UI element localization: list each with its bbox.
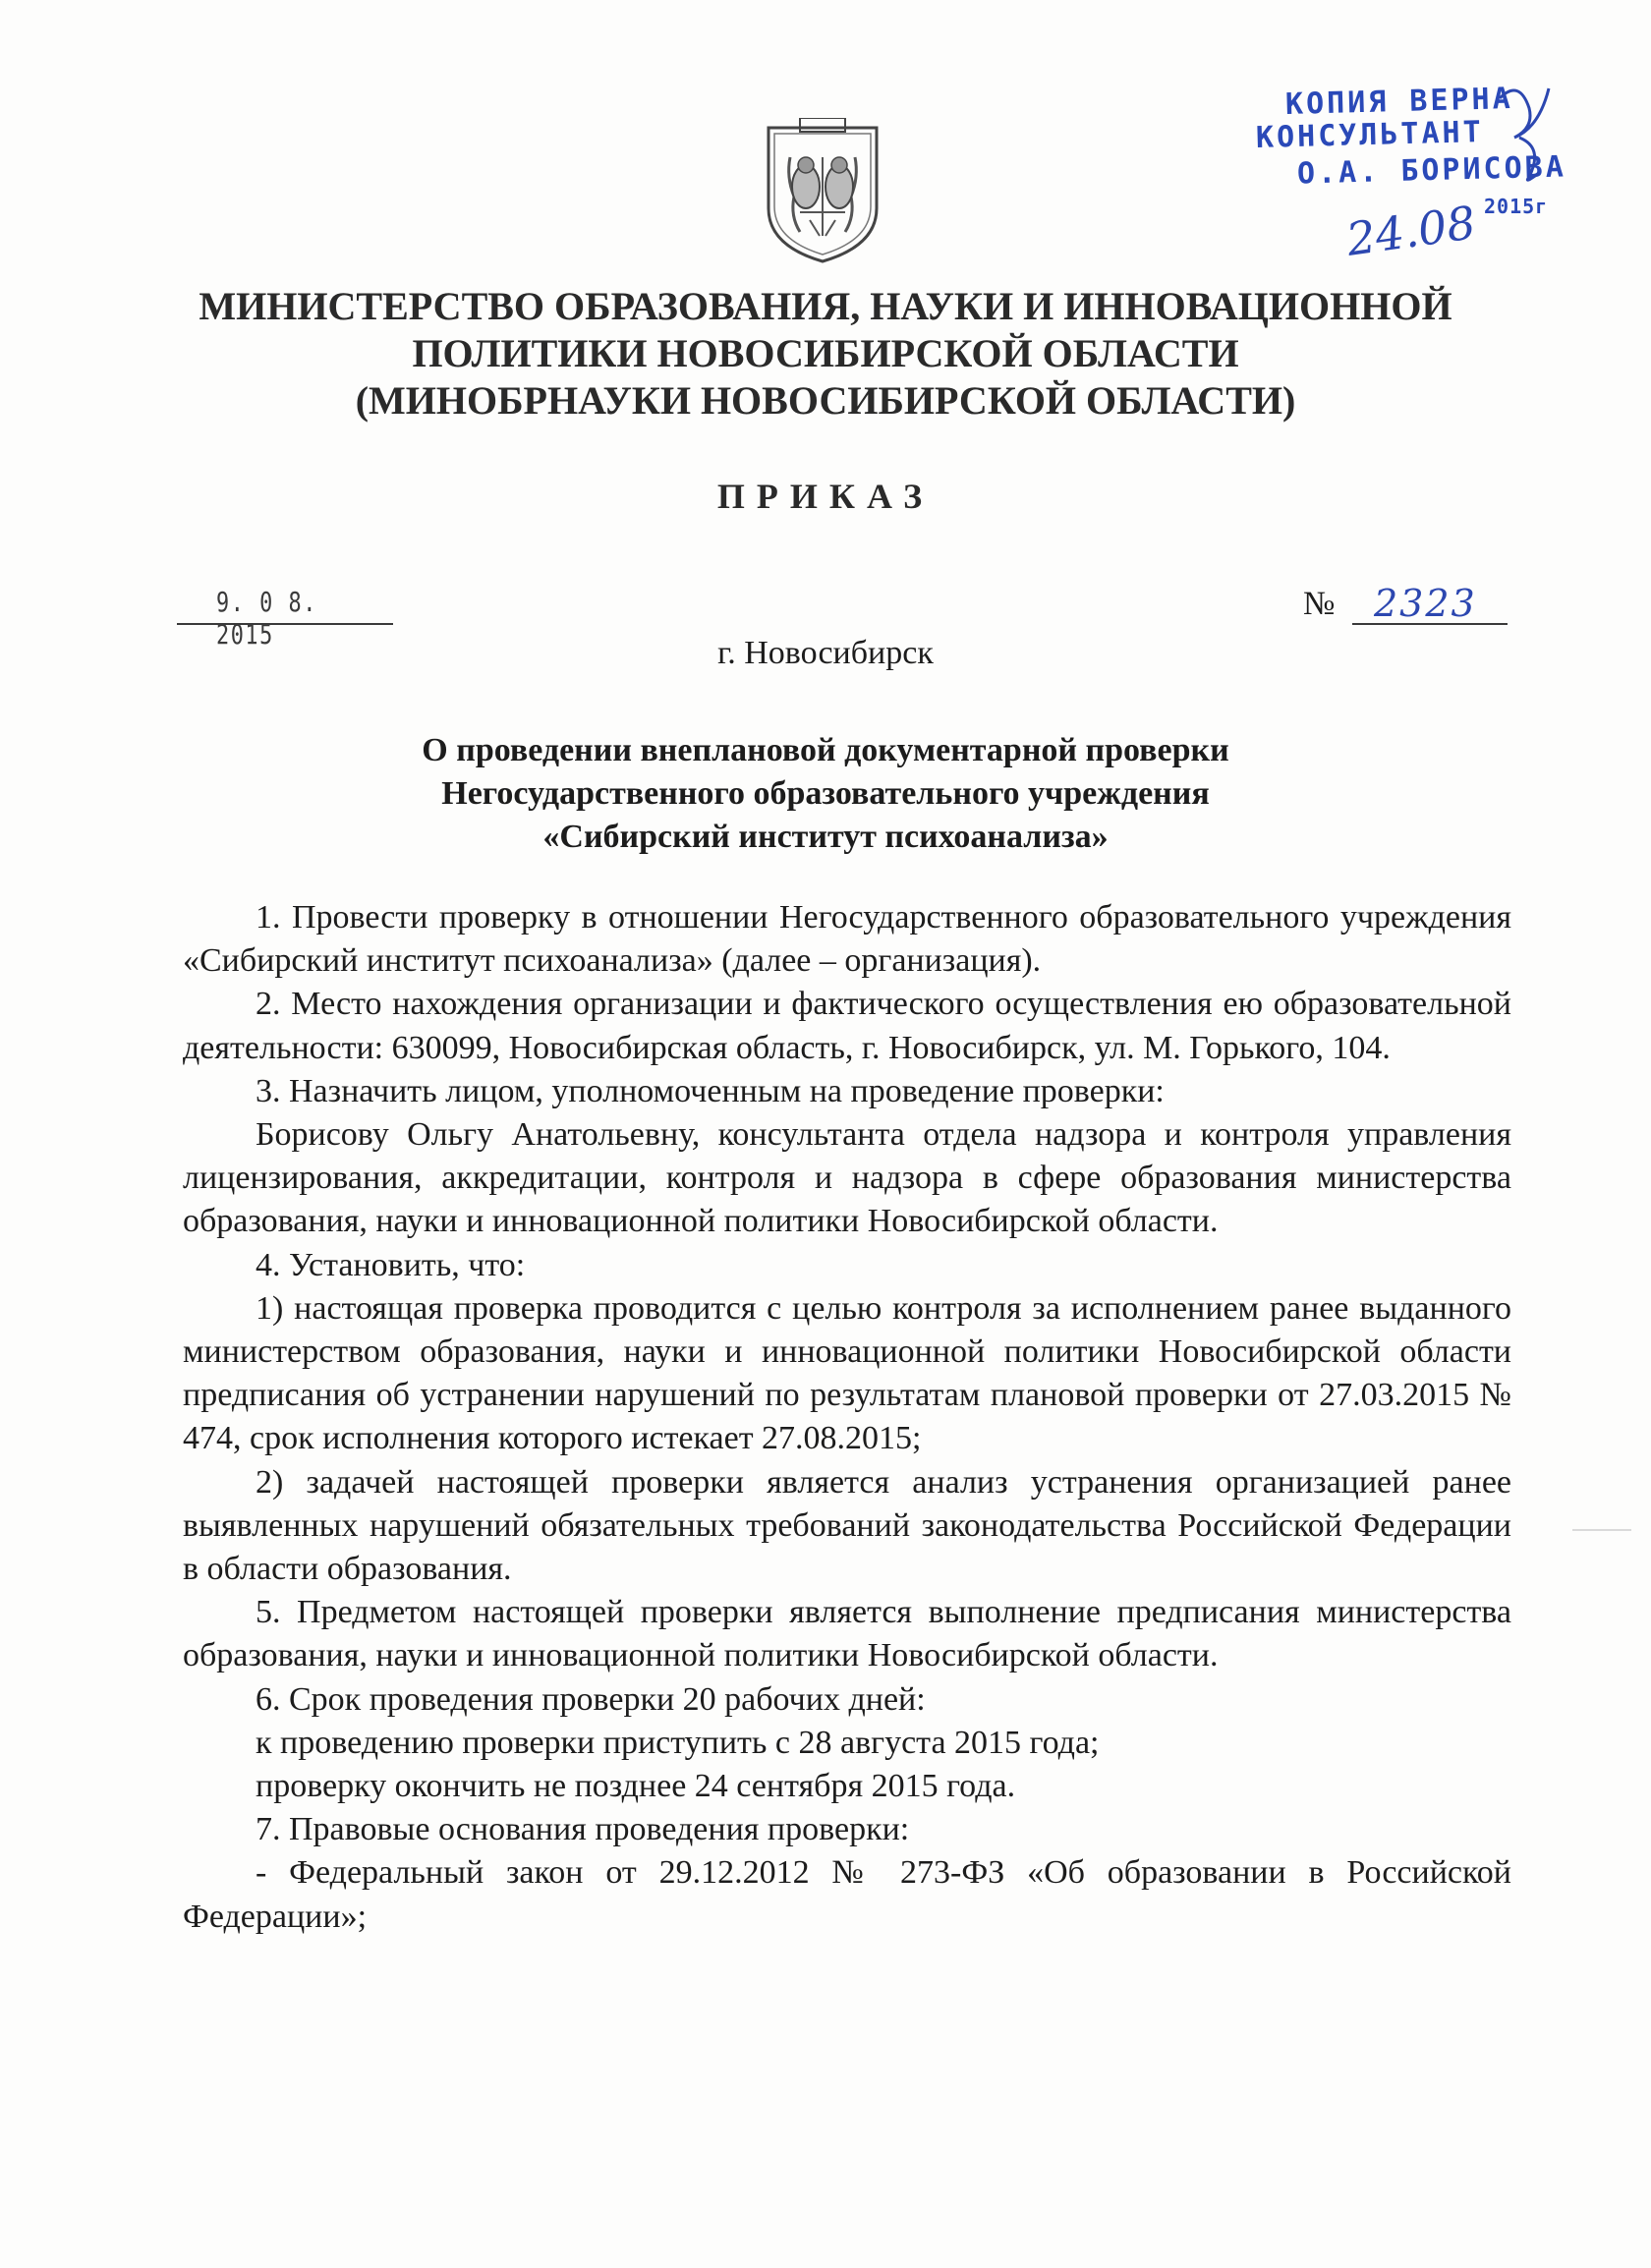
order-number: 2323	[1374, 582, 1477, 625]
paragraph-4-1: 1) настоящая проверка проводится с целью контроля за исполнением ранее выданного министерством образования, науки и инновационной политики Новосибирской области предписания об устранении нарушений по результатам плановой проверки от 27.03.2015 № 474, срок исполнения которого истекает 27.08.2015;	[183, 1289, 1511, 1457]
order-body	[183, 896, 1511, 1939]
paragraph-6-end: проверку окончить не позднее 24 сентября 2015 года.	[256, 1768, 1016, 1805]
order-number-field	[1303, 584, 1509, 625]
order-date-field	[177, 584, 393, 651]
paragraph-1: 1. Провести проверку в отношении Негосударственного образовательного учреждения «Сибирский институт психоанализа» (далее – организация).	[183, 899, 1511, 980]
paragraph-4-2: 2) задачей настоящей проверки является анализ устранения организацией ранее выявленных нарушений обязательных требований законодательства Российской Федерации в области образования.	[183, 1463, 1511, 1588]
paragraph-5: 5. Предметом настоящей проверки является выполнение предписания министерства образования, науки и инновационной политики Новосибирской области.	[183, 1594, 1511, 1674]
ministry-line-2: ПОЛИТИКИ НОВОСИБИРСКОЙ ОБЛАСТИ	[412, 331, 1239, 375]
paragraph-6: 6. Срок проведения проверки 20 рабочих дней:	[256, 1680, 926, 1718]
signature-icon	[1490, 79, 1559, 187]
paragraph-2: 2. Место нахождения организации и фактического осуществления ею образовательной деятельности: 630099, Новосибирская область, г. Новосибирск, ул. М. Горького, 104.	[183, 986, 1511, 1066]
paragraph-3-appointee: Борисову Ольгу Анатольевну, консультанта отдела надзора и контроля управления лицензирования, аккредитации, контроля и надзора в сфере образования министерства образования, науки и инновационной политики Новосибирской области.	[183, 1116, 1511, 1240]
stamp-year: 2015г	[1484, 195, 1549, 218]
ministry-header	[157, 283, 1494, 425]
copy-certification-stamp	[1248, 81, 1572, 281]
paragraph-7: 7. Правовые основания проведения проверки:	[256, 1811, 910, 1848]
document-type-title: ПРИКАЗ	[716, 477, 935, 516]
coat-of-arms-emblem	[761, 118, 884, 265]
scan-artifact	[1572, 1529, 1631, 1531]
stamp-line-1: КОПИЯ ВЕРНА	[1284, 81, 1514, 123]
paragraph-3: 3. Назначить лицом, уполномоченным на проведение проверки:	[256, 1072, 1165, 1109]
city-name: г. Новосибирск	[717, 635, 934, 671]
stamp-handwritten-date: 24.08	[1342, 196, 1479, 266]
stamp-line-2: КОНСУЛЬТАНТ	[1255, 114, 1485, 156]
paragraph-6-start: к проведению проверки приступить с 28 августа 2015 года;	[256, 1724, 1100, 1761]
subject-line-3: «Сибирский институт психоанализа»	[542, 819, 1109, 855]
subject-line-1: О проведении внеплановой документарной проверки	[422, 732, 1229, 768]
stamp-line-3: О.А. БОРИСОВА	[1296, 149, 1567, 192]
paragraph-4: 4. Установить, что:	[256, 1246, 526, 1283]
order-date: 9. 0 8. 2015	[216, 586, 317, 651]
order-subject	[295, 729, 1356, 859]
paragraph-7-law: - Федеральный закон от 29.12.2012 № 273-ФЗ «Об образовании в Российской Федерации»;	[183, 1854, 1511, 1935]
ministry-line-3: (МИНОБРНАУКИ НОВОСИБИРСКОЙ ОБЛАСТИ)	[355, 378, 1296, 423]
number-sign: №	[1303, 586, 1336, 622]
number-underline	[1352, 623, 1508, 625]
subject-line-2: Негосударственного образовательного учреждения	[441, 775, 1210, 812]
ministry-line-1: МИНИСТЕРСТВО ОБРАЗОВАНИЯ, НАУКИ И ИННОВАЦИОННОЙ	[199, 284, 1452, 328]
